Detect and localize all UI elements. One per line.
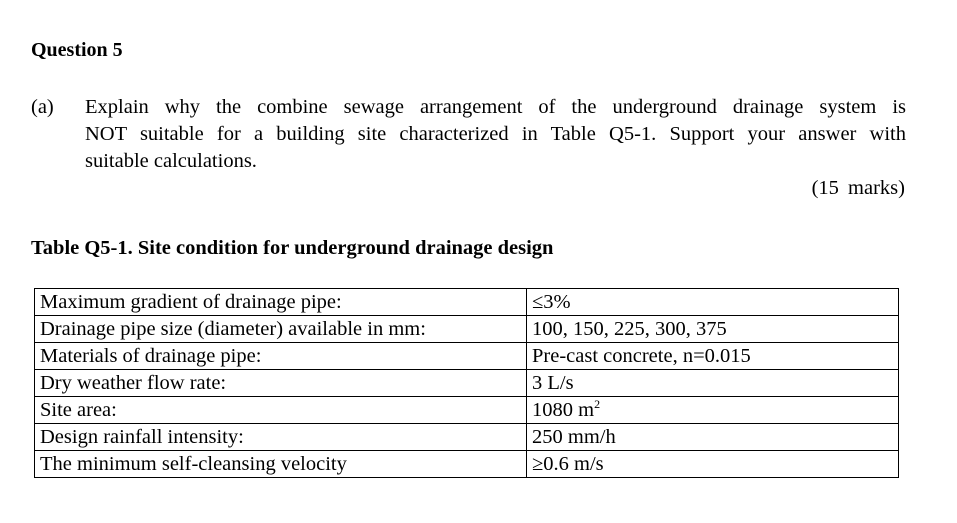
parameter-cell: The minimum self-cleansing velocity bbox=[35, 451, 527, 478]
value-text: 250 mm/h bbox=[532, 426, 616, 448]
value-cell bbox=[527, 451, 899, 478]
value-text: ≤3% bbox=[532, 291, 571, 313]
parameter-cell: Drainage pipe size (diameter) available in mm: bbox=[35, 316, 527, 343]
table-row bbox=[35, 370, 899, 397]
question-text bbox=[85, 94, 906, 175]
table-row bbox=[35, 289, 899, 316]
parameter-cell: Materials of drainage pipe: bbox=[35, 343, 527, 370]
parameter-cell: Maximum gradient of drainage pipe: bbox=[35, 289, 527, 316]
table-row bbox=[35, 424, 899, 451]
question-text-line: Explain why the combine sewage arrangement of the underground drainage system is bbox=[85, 96, 906, 118]
value-text: 3 L/s bbox=[532, 372, 574, 394]
value-cell bbox=[527, 289, 899, 316]
superscript: 2 bbox=[594, 397, 601, 411]
parameter-cell: Design rainfall intensity: bbox=[35, 424, 527, 451]
value-cell bbox=[527, 397, 899, 424]
value-cell bbox=[527, 424, 899, 451]
table-row bbox=[35, 316, 899, 343]
table-title: Table Q5-1. Site condition for underground drainage design bbox=[31, 237, 554, 259]
table-row bbox=[35, 343, 899, 370]
marks-allocation: (15 marks) bbox=[811, 177, 905, 199]
question-heading: Question 5 bbox=[31, 39, 123, 61]
value-cell bbox=[527, 316, 899, 343]
value-text: ≥0.6 m/s bbox=[532, 453, 604, 475]
parameter-cell: Site area: bbox=[35, 397, 527, 424]
question-text-line: NOT suitable for a building site characterized in Table Q5-1. Support your answer with bbox=[85, 123, 906, 145]
value-cell bbox=[527, 370, 899, 397]
value-cell bbox=[527, 343, 899, 370]
table-row bbox=[35, 397, 899, 424]
part-label: (a) bbox=[31, 96, 54, 118]
table-row bbox=[35, 451, 899, 478]
value-text: 100, 150, 225, 300, 375 bbox=[532, 318, 727, 340]
site-condition-table bbox=[34, 288, 899, 478]
parameter-cell: Dry weather flow rate: bbox=[35, 370, 527, 397]
value-text: Pre-cast concrete, n=0.015 bbox=[532, 345, 751, 367]
question-text-line: suitable calculations. bbox=[85, 150, 257, 172]
value-text: 1080 m bbox=[532, 399, 595, 421]
